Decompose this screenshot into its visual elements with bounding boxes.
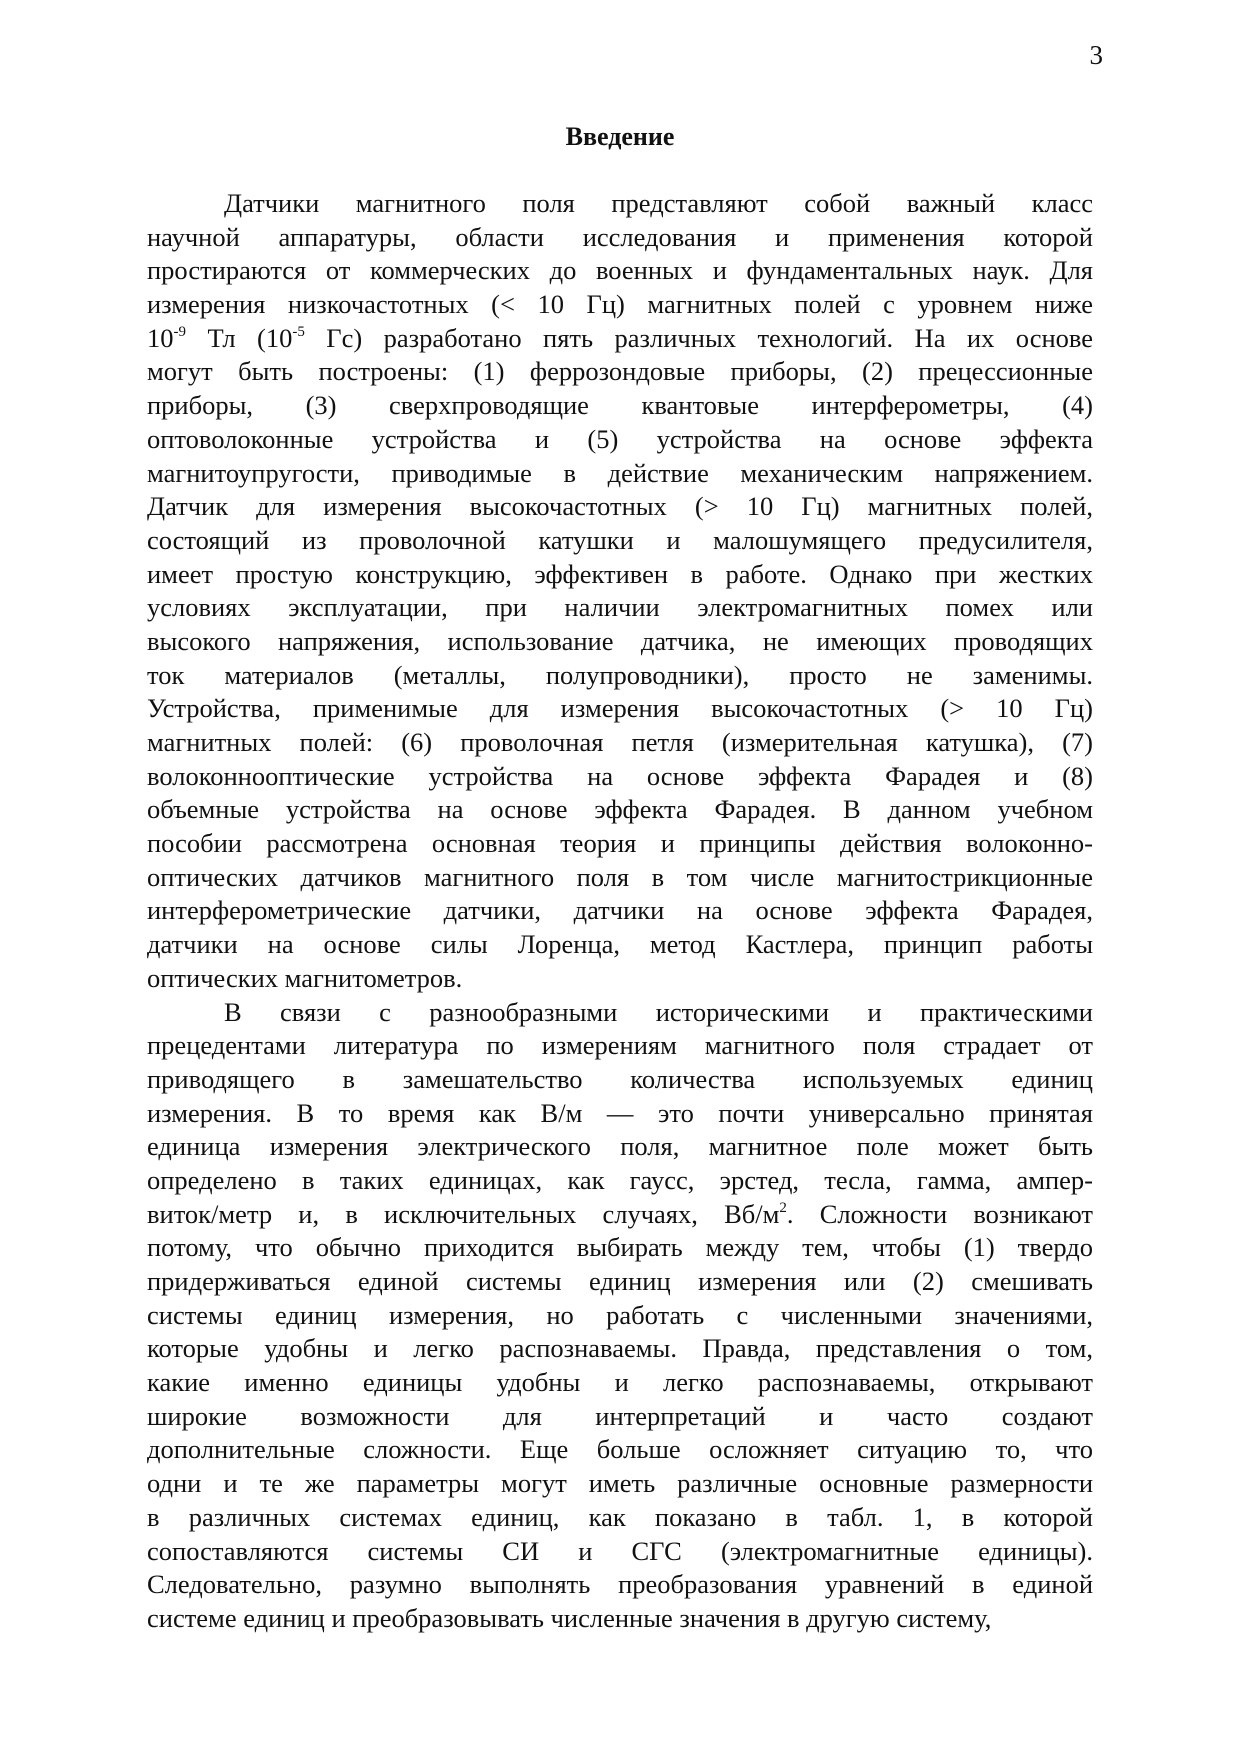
text-line: приборы, (3) сверхпроводящие квантовые интерферометры, (4) xyxy=(147,390,1093,421)
text-line: системе единиц и преобразовывать численные значения в другую систему, xyxy=(147,1602,992,1633)
text-line xyxy=(147,1198,1093,1232)
text-line: Датчик для измерения высокочастотных (> 10 Гц) магнитных полей, xyxy=(147,491,1093,522)
text-line: потому, что обычно приходится выбирать между тем, чтобы (1) твердо xyxy=(147,1232,1093,1263)
paragraph xyxy=(147,187,1093,996)
text-line: какие именно единицы удобны и легко распознаваемы, открывают xyxy=(147,1367,1093,1398)
text-line: одни и те же параметры могут иметь различные основные размерности xyxy=(147,1468,1093,1499)
text-line: прецедентами литература по измерениям магнитного поля страдает от xyxy=(147,1030,1093,1061)
text-line: пособии рассмотрена основная теория и принципы действия волоконно- xyxy=(147,828,1093,859)
text-line: оптоволоконные устройства и (5) устройства на основе эффекта xyxy=(147,423,1093,454)
text-line: измерения. В то время как В/м — это почти универсально принятая xyxy=(147,1097,1093,1128)
text-run: 10 xyxy=(147,322,174,353)
section-title: Введение xyxy=(565,122,675,151)
text-line: научной аппаратуры, области исследования и применения которой xyxy=(147,221,1093,252)
text-line: простираются от коммерческих до военных и фундаментальных наук. Для xyxy=(147,255,1093,286)
text-line: могут быть построены: (1) феррозондовые приборы, (2) прецессионные xyxy=(147,356,1093,387)
text-run: . Сложности возникают xyxy=(786,1198,1094,1229)
text-line xyxy=(147,322,1093,356)
text-line: системы единиц измерения, но работать с численными значениями, xyxy=(147,1299,1093,1330)
text-line: состоящий из проволочной катушки и малошумящего предусилителя, xyxy=(147,524,1093,555)
text-line: объемные устройства на основе эффекта Фарадея. В данном учебном xyxy=(147,794,1093,825)
text-line: интерферометрические датчики, датчики на основе эффекта Фарадея, xyxy=(147,895,1093,926)
text-line: магнитных полей: (6) проволочная петля (измерительная катушка), (7) xyxy=(147,727,1093,757)
text-line: Устройства, применимые для измерения высокочастотных (> 10 Гц) xyxy=(147,693,1093,724)
text-line: в различных системах единиц, как показано в табл. 1, в которой xyxy=(147,1501,1093,1532)
text-line: оптических датчиков магнитного поля в том числе магнитострикционные xyxy=(147,861,1093,892)
text-line: магнитоупругости, приводимые в действие механическим напряжением. xyxy=(147,457,1093,488)
text-line: единица измерения электрического поля, магнитное поле может быть xyxy=(147,1131,1093,1162)
text-line: волоконнооптические устройства на основе эффекта Фарадея и (8) xyxy=(147,760,1093,791)
text-run: Тл (10 xyxy=(186,322,293,353)
text-line: которые удобны и легко распознаваемы. Правда, представления о том, xyxy=(147,1333,1093,1364)
text-line: придерживаться единой системы единиц измерения или (2) смешивать xyxy=(147,1266,1093,1296)
text-line: датчики на основе силы Лоренца, метод Кастлера, принцип работы xyxy=(147,929,1093,960)
page-number: 3 xyxy=(1089,40,1103,70)
body-text xyxy=(147,187,1093,1636)
text-line: приводящего в замешательство количества используемых единиц xyxy=(147,1063,1093,1094)
text-line: В связи с разнообразными историческими и практическими xyxy=(224,996,1093,1027)
text-line: высокого напряжения, использование датчика, не имеющих проводящих xyxy=(147,625,1093,656)
superscript: -5 xyxy=(292,323,305,340)
text-line: ток материалов (металлы, полупроводники), просто не заменимы. xyxy=(147,659,1093,690)
text-line: сопоставляются системы СИ и СГС (электромагнитные единицы). xyxy=(147,1535,1093,1566)
text-line: дополнительные сложности. Еще больше осложняет ситуацию то, что xyxy=(147,1434,1093,1465)
paragraph xyxy=(147,996,1093,1636)
text-run: виток/метр и, в исключительных случаях, Вб/м xyxy=(147,1198,780,1229)
text-line: Датчики магнитного поля представляют собой важный класс xyxy=(224,188,1093,218)
text-line: оптических магнитометров. xyxy=(147,962,463,993)
text-line: измерения низкочастотных (< 10 Гц) магнитных полей с уровнем ниже xyxy=(147,289,1093,320)
superscript: 2 xyxy=(779,1199,787,1216)
superscript: -9 xyxy=(173,323,186,340)
text-run: Гс) разработано пять различных технологий. На их основе xyxy=(304,322,1094,353)
text-line: широкие возможности для интерпретаций и часто создают xyxy=(147,1400,1093,1431)
text-line: имеет простую конструкцию, эффективен в работе. Однако при жестких xyxy=(147,558,1093,589)
text-line: Следовательно, разумно выполнять преобразования уравнений в единой xyxy=(147,1569,1093,1600)
text-line: определено в таких единицах, как гаусс, эрстед, тесла, гамма, ампер- xyxy=(147,1164,1093,1195)
text-line: условиях эксплуатации, при наличии электромагнитных помех или xyxy=(147,592,1093,623)
